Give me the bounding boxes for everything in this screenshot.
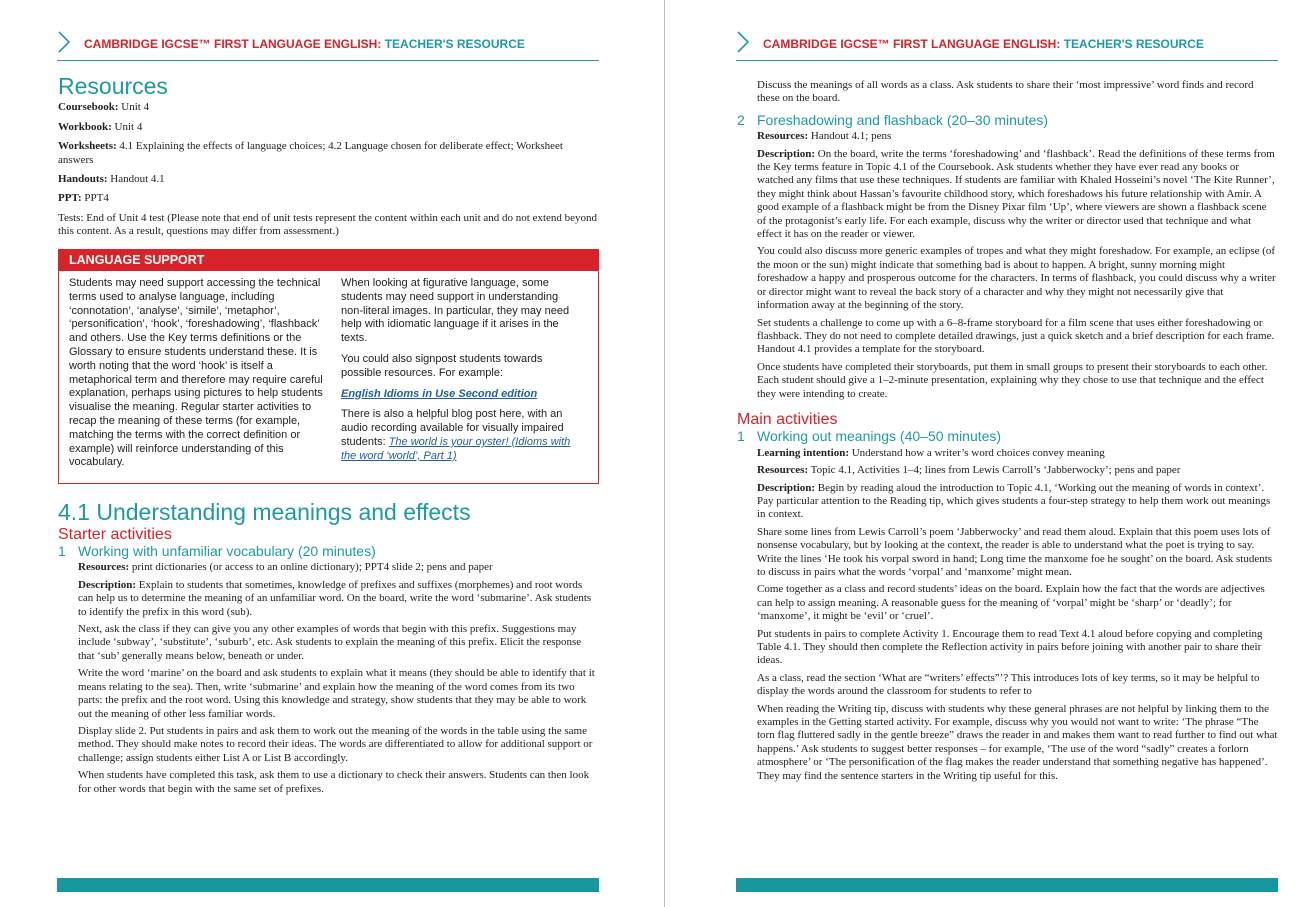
coursebook-line: Coursebook: Unit 4 — [58, 101, 150, 114]
activity-2-para-4: Once students have completed their storyboards, put them in small groups to present their storyboards to each other. Each student should give a 1–2-minute presentation, explaining why they chose to use that technique and the effect they were intending to create. — [757, 360, 1268, 400]
activity-1-description: Description: Explain to students that sometimes, knowledge of prefixes and suffixes (morphemes) and root words can help us to determine the meaning of an unfamiliar word. On the board, write the word ‘submarine’. Ask students to identify the prefix in this word (sub). — [78, 578, 592, 618]
main-activity-1-para-5: As a class, read the section ‘What are “writers’ effects”’? This introduces lots of key terms, so it may be helpful to display the words around the classroom for students to refer to — [757, 671, 1260, 698]
intro-paragraph: Discuss the meanings of all words as a class. Ask students to share their ‘most impressive’ word finds and record these on the board. — [757, 79, 1254, 105]
language-support-col1: Students may need support accessing the technical terms used to analyse language, including ‘connotation’, ‘analyse’, ‘simile’, ‘metaphor’, ‘personification’, ‘hook’, ‘foreshadowing’, ‘flashback’ and others. Use the Key terms definitions or the Glossary to ensure students understand these. It is worth noting that the word ‘hook’ is itself a metaphorical term and therefore may require careful explanation, perhaps using pictures to help students visualise the meaning. Regular starter activities to recap the meaning of these terms (for example, matching the terms with the correct definition or example) will reinforce understanding of this vocabulary. — [69, 277, 323, 469]
main-activity-1-para-3: Come together as a class and record students’ ideas on the board. Explain how the fact that the words are adjectives can help to assign meaning. A reasonable guess for the meaning of ‘vorpal’ might be ‘sharp’ or ‘deadly’; for ‘manxome’, it might be ‘evil’ or ‘cruel’. — [757, 583, 1265, 623]
activity-2-resources: Resources: Handout 4.1; pens — [757, 130, 892, 143]
language-support-col2: When looking at figurative language, some students may need support in understanding non-literal images. In particular, they may need help with idiomatic language if it arises in the texts. You could also signpost students towards possible resources. For example: English Idioms in Use Second edition There is also a helpful blog post here, with an audio recording available for visually impaired students: The world is your oyster! (Idioms with the word ‘world’, Part 1) — [341, 277, 571, 462]
running-header — [736, 33, 1278, 61]
tests-line: Tests: End of Unit 4 test (Please note that end of unit tests represent the content within each unit and do not extend beyond this content. As a result, questions may differ from assessment.) — [58, 211, 598, 238]
activity-2-heading: 2 Foreshadowing and flashback (20–30 minutes) — [737, 111, 1049, 128]
right-content — [737, 79, 1278, 787]
activity-2-description: Description: On the board, write the terms ‘foreshadowing’ and ‘flashback’. Read the definitions of these terms from the Key terms feature in Topic 4.1 of the Coursebook. Ask students whether they have ever read any books or watched any films that use these techniques. If students are familiar with Khaled Hosseini’s novel ‘The Kite Runner’, they might think about Hassan’s favourite childhood story, which foreshadows his future relationship with Amir. A good example of a flashback might be from the Disney Pixar film ‘Up’, where viewers are shown a flashback scene of the protagonist’s early life. For each example, discuss why the writer or director used that technique and what effect it has on the reader or viewer. — [757, 147, 1275, 241]
workbook-line: Workbook: Unit 4 — [58, 120, 143, 133]
right-page — [679, 0, 1304, 907]
worksheets-line: Worksheets: 4.1 Explaining the effects of language choices; 4.2 Language chosen for deliberate effect; Worksheet answers — [58, 140, 563, 166]
running-header — [57, 33, 599, 61]
ppt-line: PPT: PPT4 — [58, 192, 109, 205]
section-title: 4.1 Understanding meanings and effects — [58, 499, 471, 526]
learning-intention: Learning intention: Understand how a writer’s word choices convey meaning — [757, 446, 1105, 459]
main-activity-1-heading: 1 Working out meanings (40–50 minutes) — [737, 428, 1002, 445]
resources-heading: Resources — [58, 73, 168, 99]
main-activity-1-para-6: When reading the Writing tip, discuss with students why these general phrases are not helpful by linking them to the examples in the Getting started activity. For example, discuss why you would not want to write: ‘The phrase “The torn flag fluttered sadly in the gentle breeze” draws the reader in and makes them want to read further to find out what happens.’ Ask students to suggest better responses – for example, ‘The use of the word “sadly” creates a forlorn atmosphere’ or ‘The personification of the flag makes the reader understand that something negative has happened’. They may find the sentence starters in the Writing tip useful for this. — [757, 702, 1278, 782]
header-title: CAMBRIDGE IGCSE™ FIRST LANGUAGE ENGLISH: TEACHER'S RESOURCE — [763, 37, 1204, 51]
activity-1-para-4: Display slide 2. Put students in pairs and ask them to work out the meaning of the words in the table using the same method. They should make notes to record their ideas. The words are differentiated to allow for additional support or challenge; assign students either List A or List B accordingly. — [78, 724, 593, 764]
main-activity-1-description: Description: Begin by reading aloud the introduction to Topic 4.1, ‘Working out the meaning of words in context’. Pay particular attention to the Reading tip, which gives students a four-step strategy to help them work out meanings in context. — [757, 481, 1271, 521]
activity-1-para-5: When students have completed this task, ask them to use a dictionary to check their answers. Students can then look for other words that begin with the same set of prefixes. — [78, 769, 590, 795]
main-activity-1-para-2: Share some lines from Lewis Carroll’s poem ‘Jabberwocky’ and read them aloud. Explain that this poem uses lots of nonsense vocabulary, but by looking at the context, the reader is able to understand what the poet is trying to say. Write the lines ‘He took his vorpal sword in hand; Long time the manxome foe he sought’ on the board. Ask students to discuss in pairs what the words ‘vorpal’ and ‘manxome’ might mean. — [757, 525, 1273, 578]
starter-heading: Starter activities — [58, 525, 172, 543]
left-page — [0, 0, 650, 907]
main-activity-1-para-4: Put students in pairs to complete Activity 1. Encourage them to read Text 4.1 aloud before copying and completing Table 4.1. They should then complete the Reflection activity in pairs before joining with another pair to share their ideas. — [757, 627, 1263, 667]
chevron-right-icon — [57, 31, 71, 53]
activity-2-para-2: You could also discuss more generic examples of tropes and what they might foreshadow. For example, an eclipse (of the moon or the sun) might indicate that something bad is about to happen. A bright, sunny morning might foreshadow a happy and prosperous outcome for the characters. In terms of flashback, you could discuss why a writer or director might want to reveal the back story of a character and why they might not necessarily give that information away at the beginning of the story. — [757, 245, 1276, 312]
blog-post-link[interactable]: The world is your oyster! (Idioms with the word ‘world’, Part 1) — [341, 436, 571, 462]
activity-1-para-2: Next, ask the class if they can give you any other examples of words that begin with this prefix. Suggestions may include ‘subway’, ‘substitute’, ‘suburb’, etc. Ask students to explain the meaning of this prefix. Elicit the response that ‘sub’ generally means below, beneath or under. — [78, 623, 582, 662]
header-title: CAMBRIDGE IGCSE™ FIRST LANGUAGE ENGLISH: TEACHER'S RESOURCE — [84, 37, 525, 51]
language-support-box — [58, 249, 599, 485]
idioms-book-link[interactable]: English Idioms in Use Second edition — [341, 387, 538, 400]
activity-2-para-3: Set students a challenge to come up with a 6–8-frame storyboard for a film scene that uses either foreshadowing or flashback. They do not need to complete detailed drawings, just a quick sketch and a brief description for each frame. Handout 4.1 provides a template for the storyboard. — [757, 316, 1275, 356]
activity-1-resources: Resources: print dictionaries (or access to an online dictionary); PPT4 slide 2; pens and paper — [78, 561, 493, 574]
activity-1-para-3: Write the word ‘marine’ on the board and ask students to explain what it means (they should be able to identify that it means relating to the sea). Then, write ‘submarine’ and explain how the meaning of the word comes from its two parts: the prefix and the root word. Using this knowledge and strategy, show students that they may be able to work out the meaning of other less familiar words. — [78, 667, 595, 720]
main-activities-heading: Main activities — [737, 410, 838, 428]
handouts-line: Handouts: Handout 4.1 — [58, 173, 165, 186]
footer-bar — [736, 878, 1278, 892]
footer-bar — [57, 878, 599, 892]
page-gutter — [664, 0, 665, 907]
activity-1-heading: 1 Working with unfamiliar vocabulary (20 minutes) — [58, 543, 376, 560]
left-content — [58, 73, 599, 800]
chevron-right-icon — [736, 31, 750, 53]
main-activity-1-resources: Resources: Topic 4.1, Activities 1–4; lines from Lewis Carroll’s ‘Jabberwocky’; pens and paper — [757, 464, 1181, 477]
language-support-title: LANGUAGE SUPPORT — [59, 250, 598, 271]
